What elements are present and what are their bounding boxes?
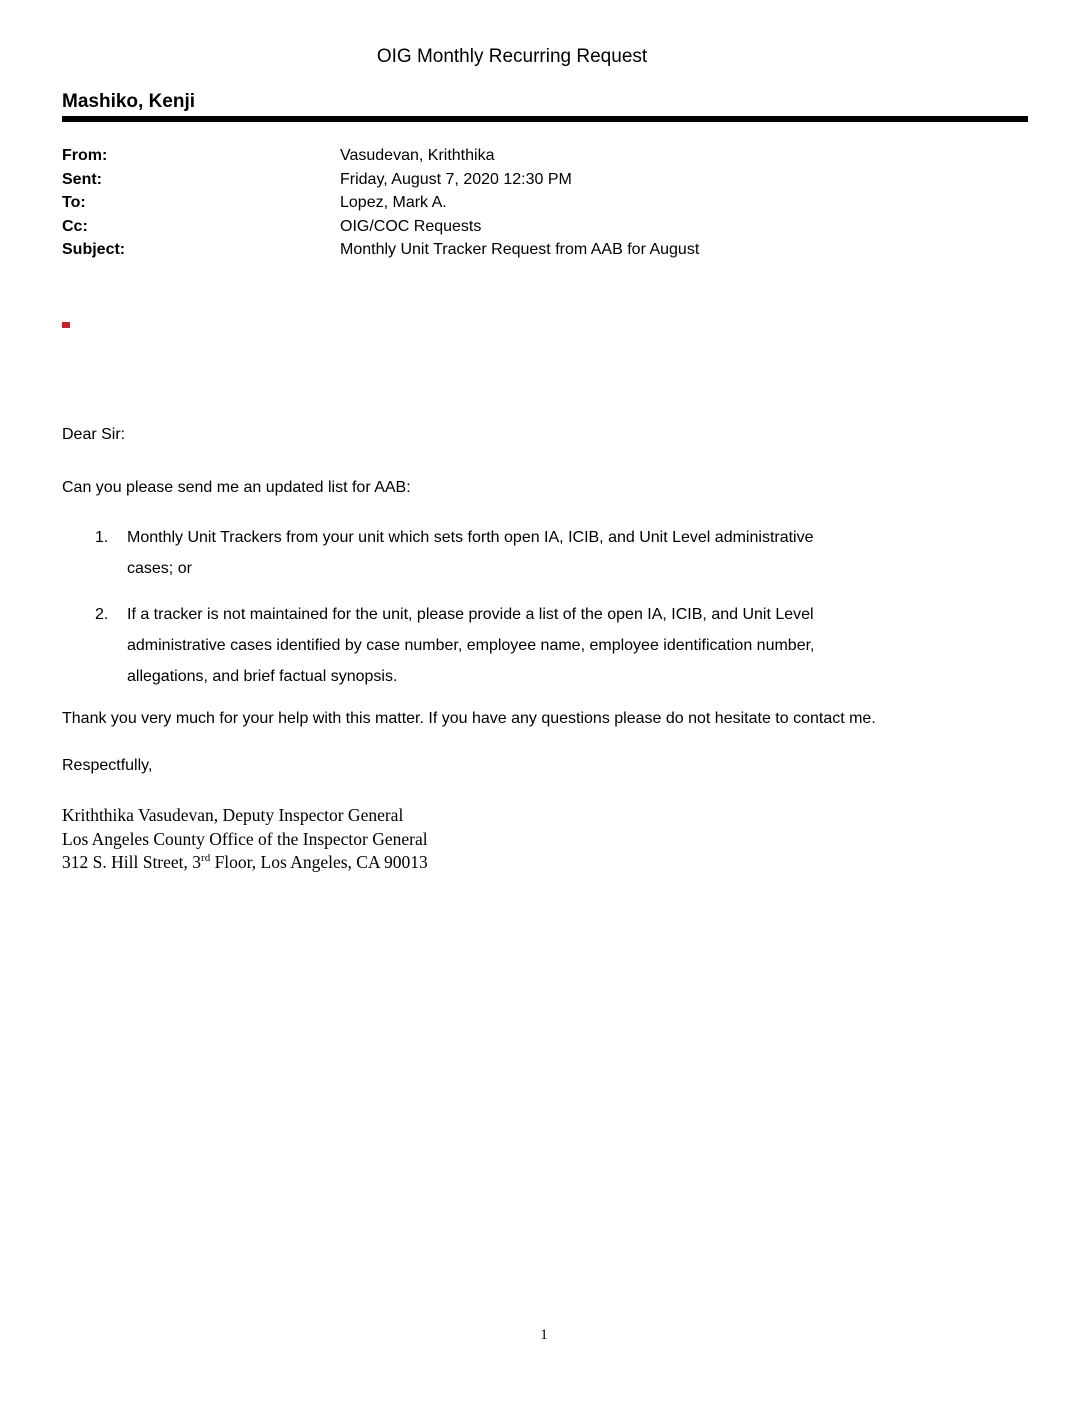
to-value: Lopez, Mark A. — [340, 194, 447, 211]
subject-value: Monthly Unit Tracker Request from AAB for August — [340, 241, 700, 258]
intro-paragraph: Can you please send me an updated list for AAB: — [62, 479, 411, 496]
cc-label: Cc: — [62, 217, 88, 235]
salutation: Dear Sir: — [62, 426, 126, 443]
signature-address-prefix: 312 S. Hill Street, 3 — [62, 852, 202, 872]
list-item-2 — [62, 599, 1028, 692]
list-item-2-line-2: administrative cases identified by case number, employee name, employee identification number, — [127, 637, 815, 654]
meta-row-from — [62, 144, 1028, 168]
subject-label: Subject: — [62, 241, 126, 258]
list-item-1-line-2: cases; or — [127, 560, 192, 577]
list-item-2-line-3: allegations, and brief factual synopsis. — [127, 668, 398, 685]
list-item-1-number: 1. — [95, 529, 109, 546]
from-label: From: — [62, 147, 108, 164]
page-number: 1 — [540, 1327, 548, 1343]
cc-value: OIG/COC Requests — [340, 217, 482, 235]
meta-row-to — [62, 191, 1028, 215]
email-header-fields — [62, 144, 1028, 262]
list-item-1-line-1: Monthly Unit Trackers from your unit which sets forth open IA, ICIB, and Unit Level administrative — [127, 529, 814, 546]
meta-row-cc — [62, 215, 1028, 239]
signature-block — [62, 804, 1028, 875]
meta-row-sent — [62, 168, 1028, 192]
sent-value: Friday, August 7, 2020 12:30 PM — [340, 170, 572, 188]
signature-address-ordinal: rd — [201, 852, 211, 865]
recipient-name: Mashiko, Kenji — [62, 91, 196, 112]
to-label: To: — [62, 194, 86, 211]
page-title: OIG Monthly Recurring Request — [376, 46, 648, 67]
sent-label: Sent: — [62, 170, 102, 188]
signature-address-suffix: Floor, Los Angeles, CA 90013 — [210, 852, 428, 872]
list-item-2-number: 2. — [95, 606, 109, 623]
valediction: Respectfully, — [62, 757, 153, 774]
from-value: Vasudevan, Kriththika — [340, 147, 495, 164]
list-item-1 — [62, 522, 1028, 584]
signature-address — [62, 851, 1028, 875]
list-item-2-line-1: If a tracker is not maintained for the unit, please provide a list of the open IA, ICIB, and Unit Level — [127, 606, 814, 623]
broken-image-icon — [62, 322, 70, 328]
meta-row-subject — [62, 238, 1028, 262]
header-divider — [62, 116, 1028, 122]
signature-name-title: Kriththika Vasudevan, Deputy Inspector General — [62, 805, 404, 825]
closing-paragraph: Thank you very much for your help with this matter. If you have any questions please do not hesitate to contact me. — [62, 710, 876, 727]
recipient-header — [62, 90, 1028, 122]
email-body — [62, 424, 1028, 875]
signature-organization: Los Angeles County Office of the Inspector General — [62, 828, 428, 849]
